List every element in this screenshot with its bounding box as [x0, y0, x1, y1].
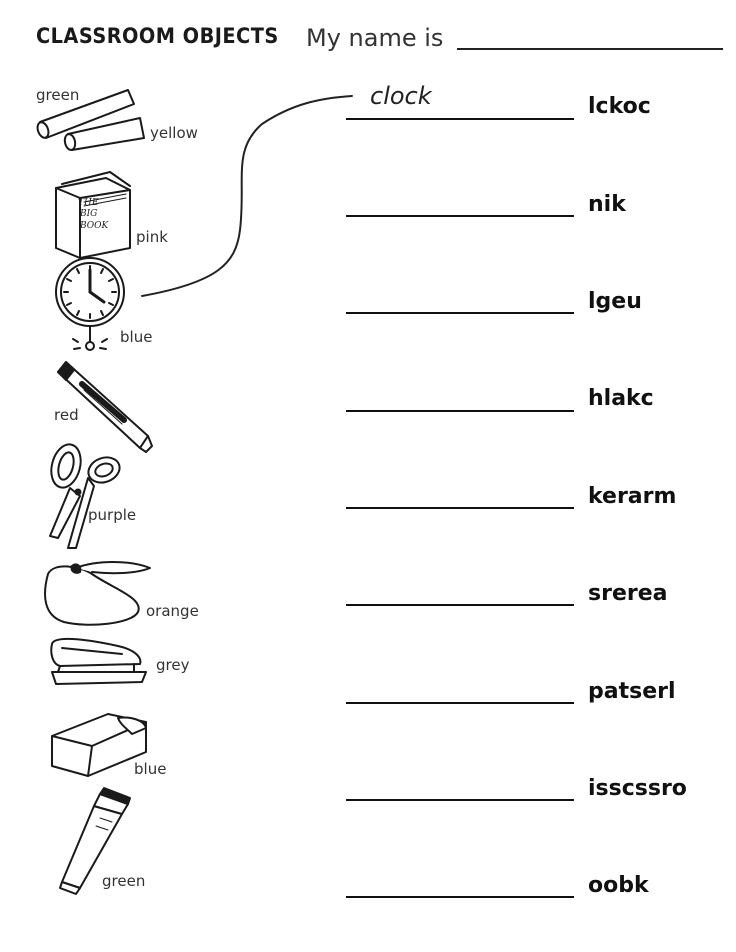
- answer-line-4[interactable]: [346, 410, 574, 412]
- scrambled-word-7: patserl: [588, 679, 676, 704]
- answer-line-7[interactable]: [346, 702, 574, 704]
- scrambled-word-8: isscssro: [588, 776, 687, 801]
- color-label-case-orange: orange: [146, 602, 199, 620]
- color-label-eraser-blue: blue: [134, 760, 167, 778]
- scrambled-word-9: oobk: [588, 873, 649, 898]
- color-label-glue-green: green: [102, 872, 146, 890]
- scrambled-word-6: srerea: [588, 581, 668, 606]
- eraser-icon: [52, 714, 146, 776]
- clock-icon: [56, 258, 124, 350]
- book-cover-text-big: BIG: [80, 209, 98, 219]
- answer-line-3[interactable]: [346, 312, 574, 314]
- eraser-pencil-case-icon: [45, 562, 150, 625]
- worksheet-title: CLASSROOM OBJECTS: [36, 24, 279, 48]
- scrambled-word-5: kerarm: [588, 484, 677, 509]
- answer-line-6[interactable]: [346, 604, 574, 606]
- book-cover-text-the: THE: [78, 198, 99, 208]
- scrambled-word-1: lckoc: [588, 94, 651, 119]
- scrambled-word-3: lgeu: [588, 289, 642, 314]
- color-label-chalk-green: green: [36, 86, 80, 104]
- book-cover-text-book: BOOK: [80, 221, 109, 231]
- example-answer: clock: [370, 82, 432, 110]
- answer-line-1[interactable]: [346, 118, 574, 120]
- color-label-book-pink: pink: [136, 228, 168, 246]
- answer-line-5[interactable]: [346, 507, 574, 509]
- name-label: My name is: [306, 24, 444, 52]
- color-label-marker-red: red: [54, 406, 79, 424]
- answer-line-9[interactable]: [346, 896, 574, 898]
- book-icon: [56, 172, 130, 258]
- scissors-icon: [47, 441, 123, 548]
- scrambled-word-2: nik: [588, 192, 626, 217]
- stapler-icon: [51, 639, 146, 684]
- answer-line-8[interactable]: [346, 799, 574, 801]
- scrambled-word-4: hlakc: [588, 386, 654, 411]
- color-label-clock-blue: blue: [120, 328, 153, 346]
- answer-line-2[interactable]: [346, 215, 574, 217]
- color-label-stapler-grey: grey: [156, 656, 190, 674]
- color-label-scissors-purple: purple: [88, 506, 137, 524]
- color-label-chalk-yellow: yellow: [150, 124, 198, 142]
